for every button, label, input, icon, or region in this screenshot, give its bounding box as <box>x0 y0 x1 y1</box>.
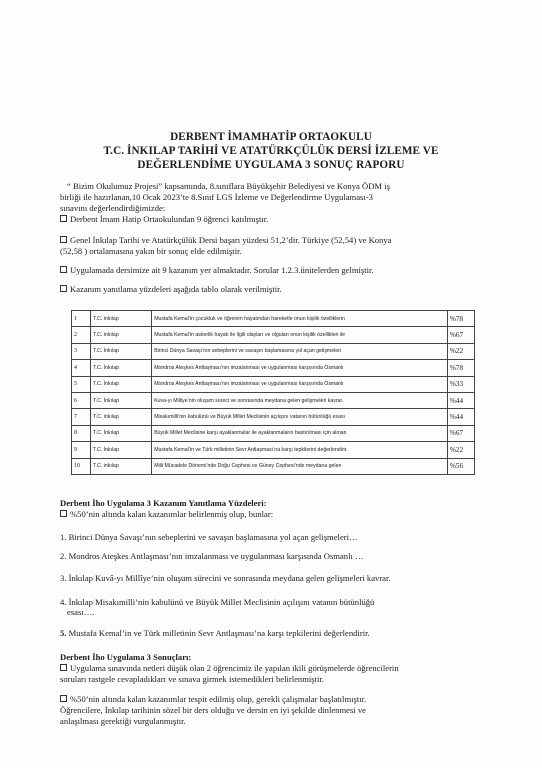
checkbox-icon <box>60 215 67 222</box>
section2-heading: Derbent İho Uygulama 3 Sonuçları: <box>60 652 192 662</box>
results-table <box>71 310 475 475</box>
table-row <box>72 327 475 343</box>
result-bullet-2-cont1: Öğrencilere, İnkılap tarihinin sözel bir ders olduğu ve dersin en iyi şekilde dinlenmesi ve <box>60 705 366 715</box>
percent-cell: %67 <box>447 425 474 441</box>
course-cell: T.C. İnkılap <box>91 425 152 441</box>
table-row <box>72 425 475 441</box>
row-number: 10 <box>72 458 91 474</box>
outcome-cell: Misakımilli’nin kabulünü ve Büyük Millet Meclisinin açılışını vatanın bütünlüğü esası <box>152 409 448 425</box>
bullet-participants <box>60 214 268 225</box>
table-row <box>72 409 475 425</box>
row-number: 6 <box>72 392 91 408</box>
item5-text: Mustafa Kemal’in ve Türk milletinin Sevr Antlaşması’na karşı tepkilerini değerlendirir. <box>66 628 370 638</box>
outcome-cell: Kuva-yı Milliye’nin oluşum süreci ve sonrasında meydana gelen gelişmeleri kavrar. <box>152 392 448 408</box>
table-row <box>72 376 475 392</box>
table-row <box>72 311 475 327</box>
row-number: 9 <box>72 442 91 458</box>
section1-heading: Derbent İho Uygulama 3 Kazanım Yanıtlama Yüzdeleri: <box>60 498 267 508</box>
outcome-cell: Mondros Ateşkes Antlaşması’nın imzalanması ve uygulanması karşısında Osmanlı <box>152 360 448 376</box>
low-outcome-item-4-cont: esası…. <box>67 607 95 617</box>
bullet-success <box>60 235 392 246</box>
percent-cell: %22 <box>447 343 474 359</box>
intro-line-1: “ Bizim Okulumuz Projesi” kapsamında, 8.sınıflara Büyükşehir Belediyesi ve Konya ÖDM iş <box>67 181 390 191</box>
outcome-cell: Büyük Millet Meclisine karşı ayaklanmalar ile ayaklanmaların bastırılması için alınan <box>152 425 448 441</box>
table-row <box>72 458 475 474</box>
table-row <box>72 392 475 408</box>
percent-cell: %78 <box>447 311 474 327</box>
report-title-line1: T.C. İNKILAP TARİHİ VE ATATÜRKÇÜLÜK DERSİ İZLEME VE <box>103 145 439 157</box>
course-cell: T.C. İnkılap <box>91 360 152 376</box>
result-bullet-2-text: %50’nin altında kalan kazanımlar tespit edilmiş olup, gerekli çalışmalar başlatılmıştır. <box>70 694 367 704</box>
result-bullet-2-cont2: anlaşılması gerektiği vurgulanmıştır. <box>60 716 186 726</box>
low-outcome-item-2: 2. Mondros Ateşkes Antlaşması’nın imzalanması ve uygulanması karşısında Osmanlı … <box>60 551 364 561</box>
table-row <box>72 442 475 458</box>
row-number: 2 <box>72 327 91 343</box>
low-outcome-item-3: 3. İnkılap Kuvâ-yı Millîye’nin oluşum sürecini ve sonrasında meydana gelen gelişmeleri kavrar. <box>60 573 391 583</box>
outcome-cell: Mustafa Kemal’in çocukluk ve öğrenim hayatından hareketle onun kişilik özelliklerin <box>152 311 448 327</box>
course-cell: T.C. İnkılap <box>91 392 152 408</box>
row-number: 4 <box>72 360 91 376</box>
report-title-line2: DEĞERLENDİME UYGULAMA 3 SONUÇ RAPORU <box>137 159 405 171</box>
checkbox-icon <box>60 236 67 243</box>
intro-line-2: birliği ile hazırlanan,10 Ocak 2023’te 8.Sınıf LGS İzleme ve Değerlendirme Uygulaması-3 <box>60 192 373 202</box>
school-title: DERBENT İMAMHATİP ORTAOKULU <box>170 131 372 143</box>
result-bullet-1-cont: soruları rastgele cevapladıkları ve sınava girmek istemedikleri belirlenmiştir. <box>60 674 324 684</box>
row-number: 5 <box>72 376 91 392</box>
result-bullet-1-text: Uygulama sınavında netleri düşük olan 2 öğrencimiz ile yapılan ikili görüşmelerde öğrencilerin <box>70 663 399 673</box>
percent-cell: %67 <box>447 327 474 343</box>
checkbox-icon <box>60 266 67 273</box>
course-cell: T.C. inkılap <box>91 327 152 343</box>
percent-cell: %56 <box>447 458 474 474</box>
bullet-participants-text: Derbent İmam Hatip Ortaokulundan 9 öğrenci katılmıştır. <box>70 214 269 224</box>
item5-number: 5. <box>60 628 67 638</box>
outcome-cell: Mustafa Kemal’in askerlik hayatı ile ilgili olayları ve olguları onun kişilik özellikleri ile <box>152 327 448 343</box>
percent-cell: %44 <box>447 392 474 408</box>
low-outcome-item-1: 1. Birinci Dünya Savaşı’nın sebeplerini ve savaşın başlamasına yol açan gelişmeleri… <box>60 532 358 542</box>
percent-cell: %22 <box>447 442 474 458</box>
checkbox-icon <box>60 285 67 292</box>
row-number: 8 <box>72 425 91 441</box>
table-row <box>72 343 475 359</box>
row-number: 1 <box>72 311 91 327</box>
row-number: 7 <box>72 409 91 425</box>
course-cell: T.C. inkılap <box>91 458 152 474</box>
bullet-table-intro-text: Kazanım yanıtlama yüzdeleri aşağıda tablo olarak verilmiştir. <box>70 284 282 294</box>
course-cell: T.C. İnkılap <box>91 343 152 359</box>
checkbox-icon <box>60 510 67 517</box>
low-outcome-item-5 <box>60 628 370 639</box>
table-row <box>72 360 475 376</box>
course-cell: T.C. İnkılap <box>91 376 152 392</box>
percent-cell: %78 <box>447 360 474 376</box>
course-cell: T.C. inkılap <box>91 311 152 327</box>
outcome-cell: Mondros Ateşkes Antlaşması’nın imzalanması ve uygulanması karşısında Osmanlı <box>152 376 448 392</box>
checkbox-icon <box>60 664 67 671</box>
course-cell: T.C. İnkılap <box>91 442 152 458</box>
result-bullet-2 <box>60 694 366 705</box>
row-number: 3 <box>72 343 91 359</box>
percent-cell: %44 <box>447 409 474 425</box>
section1-sub-text: %50’nin altında kalan kazanımlar belirlenmiş olup, bunlar: <box>70 509 274 519</box>
bullet-table-intro <box>60 284 282 295</box>
bullet-success-text: Genel İnkılap Tarihi ve Atatürkçülük Dersi başarı yüzdesi 51,2’dir. Türkiye (52,54) ve Konya <box>70 235 392 245</box>
outcome-cell: Milli Mücadele Dönemi’nde Doğu Cephesi ve Güney Cephesi’nde meydana gelen <box>152 458 448 474</box>
bullet-success-cont: (52,58 ) ortalamasına yakın bir sonuç elde edilmiştir. <box>60 246 242 256</box>
checkbox-icon <box>60 695 67 702</box>
percent-cell: %33 <box>447 376 474 392</box>
outcome-cell: Mustafa Kemal’in ve Türk milletinin Sevr Antlaşması’na karşı tepkilerini değerlendirir. <box>152 442 448 458</box>
course-cell: T.C. inkılap <box>91 409 152 425</box>
bullet-outcomes-text: Uygulamada dersimize ait 9 kazanım yer almaktadır. Sorular 1.2.3.ünitelerden gelmiştir. <box>70 265 374 275</box>
result-bullet-1 <box>60 663 399 674</box>
outcome-cell: Birinci Dünya Savaşı’nın sebeplerini ve savaşın başlamasına yol açan gelişmeleri <box>152 343 448 359</box>
intro-line-3: sınavını değerlendirdiğimizde: <box>60 203 166 213</box>
low-outcome-item-4: 4. İnkılap Misakımilli’nin kabulünü ve Büyük Millet Meclisinin açılışını vatanın bütünlüğü <box>60 597 375 607</box>
section1-sub <box>60 509 273 520</box>
bullet-outcomes <box>60 265 374 276</box>
